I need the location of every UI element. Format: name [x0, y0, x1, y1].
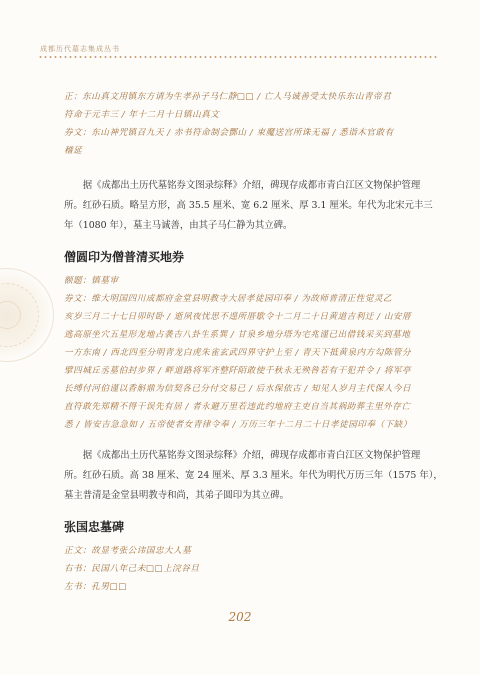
inscription-line: 额题：镇墓审	[64, 276, 119, 286]
inscription-line: 逃高原坐穴五星形龙地占袭吉八卦生系巽 / 甘泉乡地分塔为宅兆谨已出借钱采买到墓地	[64, 330, 411, 340]
paragraph-line: 所。红砂石质。高 38 厘米、宽 24 厘米、厚 3.3 厘米。年代为明代万历三年（1575 年），	[64, 470, 443, 481]
page-number: 202	[228, 610, 252, 624]
decorative-seal-icon	[0, 268, 54, 362]
inscription-line: 左书：孔男□□	[64, 582, 127, 592]
inscription-line: 符命于元丰三 / 年十二月十日镇山真文	[64, 110, 220, 120]
description-paragraph-1	[64, 176, 433, 236]
dotted-rule	[38, 56, 438, 58]
section-heading: 张国忠墓碑	[64, 520, 125, 534]
inscription-line: 擘四城丘丞墓伯封步界 / 畔道路将军齐整阡陌敢使千秋永无殃咎若有干犯并令 / 将军亭	[64, 366, 412, 376]
inscription-line: 券文：维大明国四川成都府金堂县明教寺大居孝徒园印奉 / 为故师普清正性觉灵乙	[64, 294, 393, 304]
description-paragraph-2	[64, 446, 443, 506]
paragraph-line: 年（1080 年），墓主马诚善，由其子马仁静为其立碑。	[64, 220, 293, 231]
inscription-block-3	[64, 542, 428, 596]
inscription-line: 券文：东山神咒镇召九天 / 赤书符命制会酆山 / 束魔送宫所诛无福 / 悉诣木官敢有	[64, 128, 394, 138]
inscription-line: 亥岁三月二十七日卯时卧 / 逝夙夜忧思不遑所厝歇令十二月二十日黄道吉利迁 / 山安厝	[64, 312, 412, 322]
inscription-line: 悉 / 皆安吉急急如 / 五帝使者女青律令奉 / 万历三年十二月二十日孝徒园印奉（下缺）	[64, 420, 412, 430]
inscription-block-2	[64, 272, 428, 434]
inscription-line: 长缚付河伯谨以香斛鼎为信契各已分付交易已 / 后水保依古 / 知见人岁月主代保人今日	[64, 384, 412, 394]
inscription-block-1	[64, 88, 428, 160]
section-heading: 僧圆印为僧普清买地券	[64, 250, 185, 264]
inscription-line: 一方东南 / 西北四至分明青龙白虎朱雀玄武四界守护上至 / 青天下抵黄泉内方勾陈管分	[64, 348, 412, 358]
paragraph-line: 据《成都出土历代墓铭券文图录综释》介绍，碑现存成都市青白江区文物保护管理	[82, 450, 421, 461]
book-title: 成都历代墓志集成丛书	[40, 45, 120, 53]
inscription-line: 正文：故显考张公讳国忠大人墓	[64, 546, 192, 556]
inscription-line: 稽延	[64, 146, 83, 156]
paragraph-line: 所。红砂石质。略呈方形，高 35.5 厘米、宽 6.2 厘米、厚 3.1 厘米。年代为北宋元丰三	[64, 200, 433, 211]
paragraph-line: 墓主普清是金堂县明教寺和尚，其弟子圆印为其立碑。	[64, 490, 290, 501]
inscription-line: 直符敢先郑精不得干误先有居 / 者永避万里若违此约地府主吏自当其祸助葬主里外存亡	[64, 402, 411, 412]
paragraph-line: 据《成都出土历代墓铭券文图录综释》介绍，碑现存成都市青白江区文物保护管理	[82, 180, 421, 191]
inscription-line: 右书：民国八年己未□□上浣谷旦	[64, 564, 200, 574]
inscription-line: 正：东山真文用镇东方请为生孝孙子马仁静□□ / 亡人马诚善受太快乐东山青帝君	[64, 92, 392, 102]
